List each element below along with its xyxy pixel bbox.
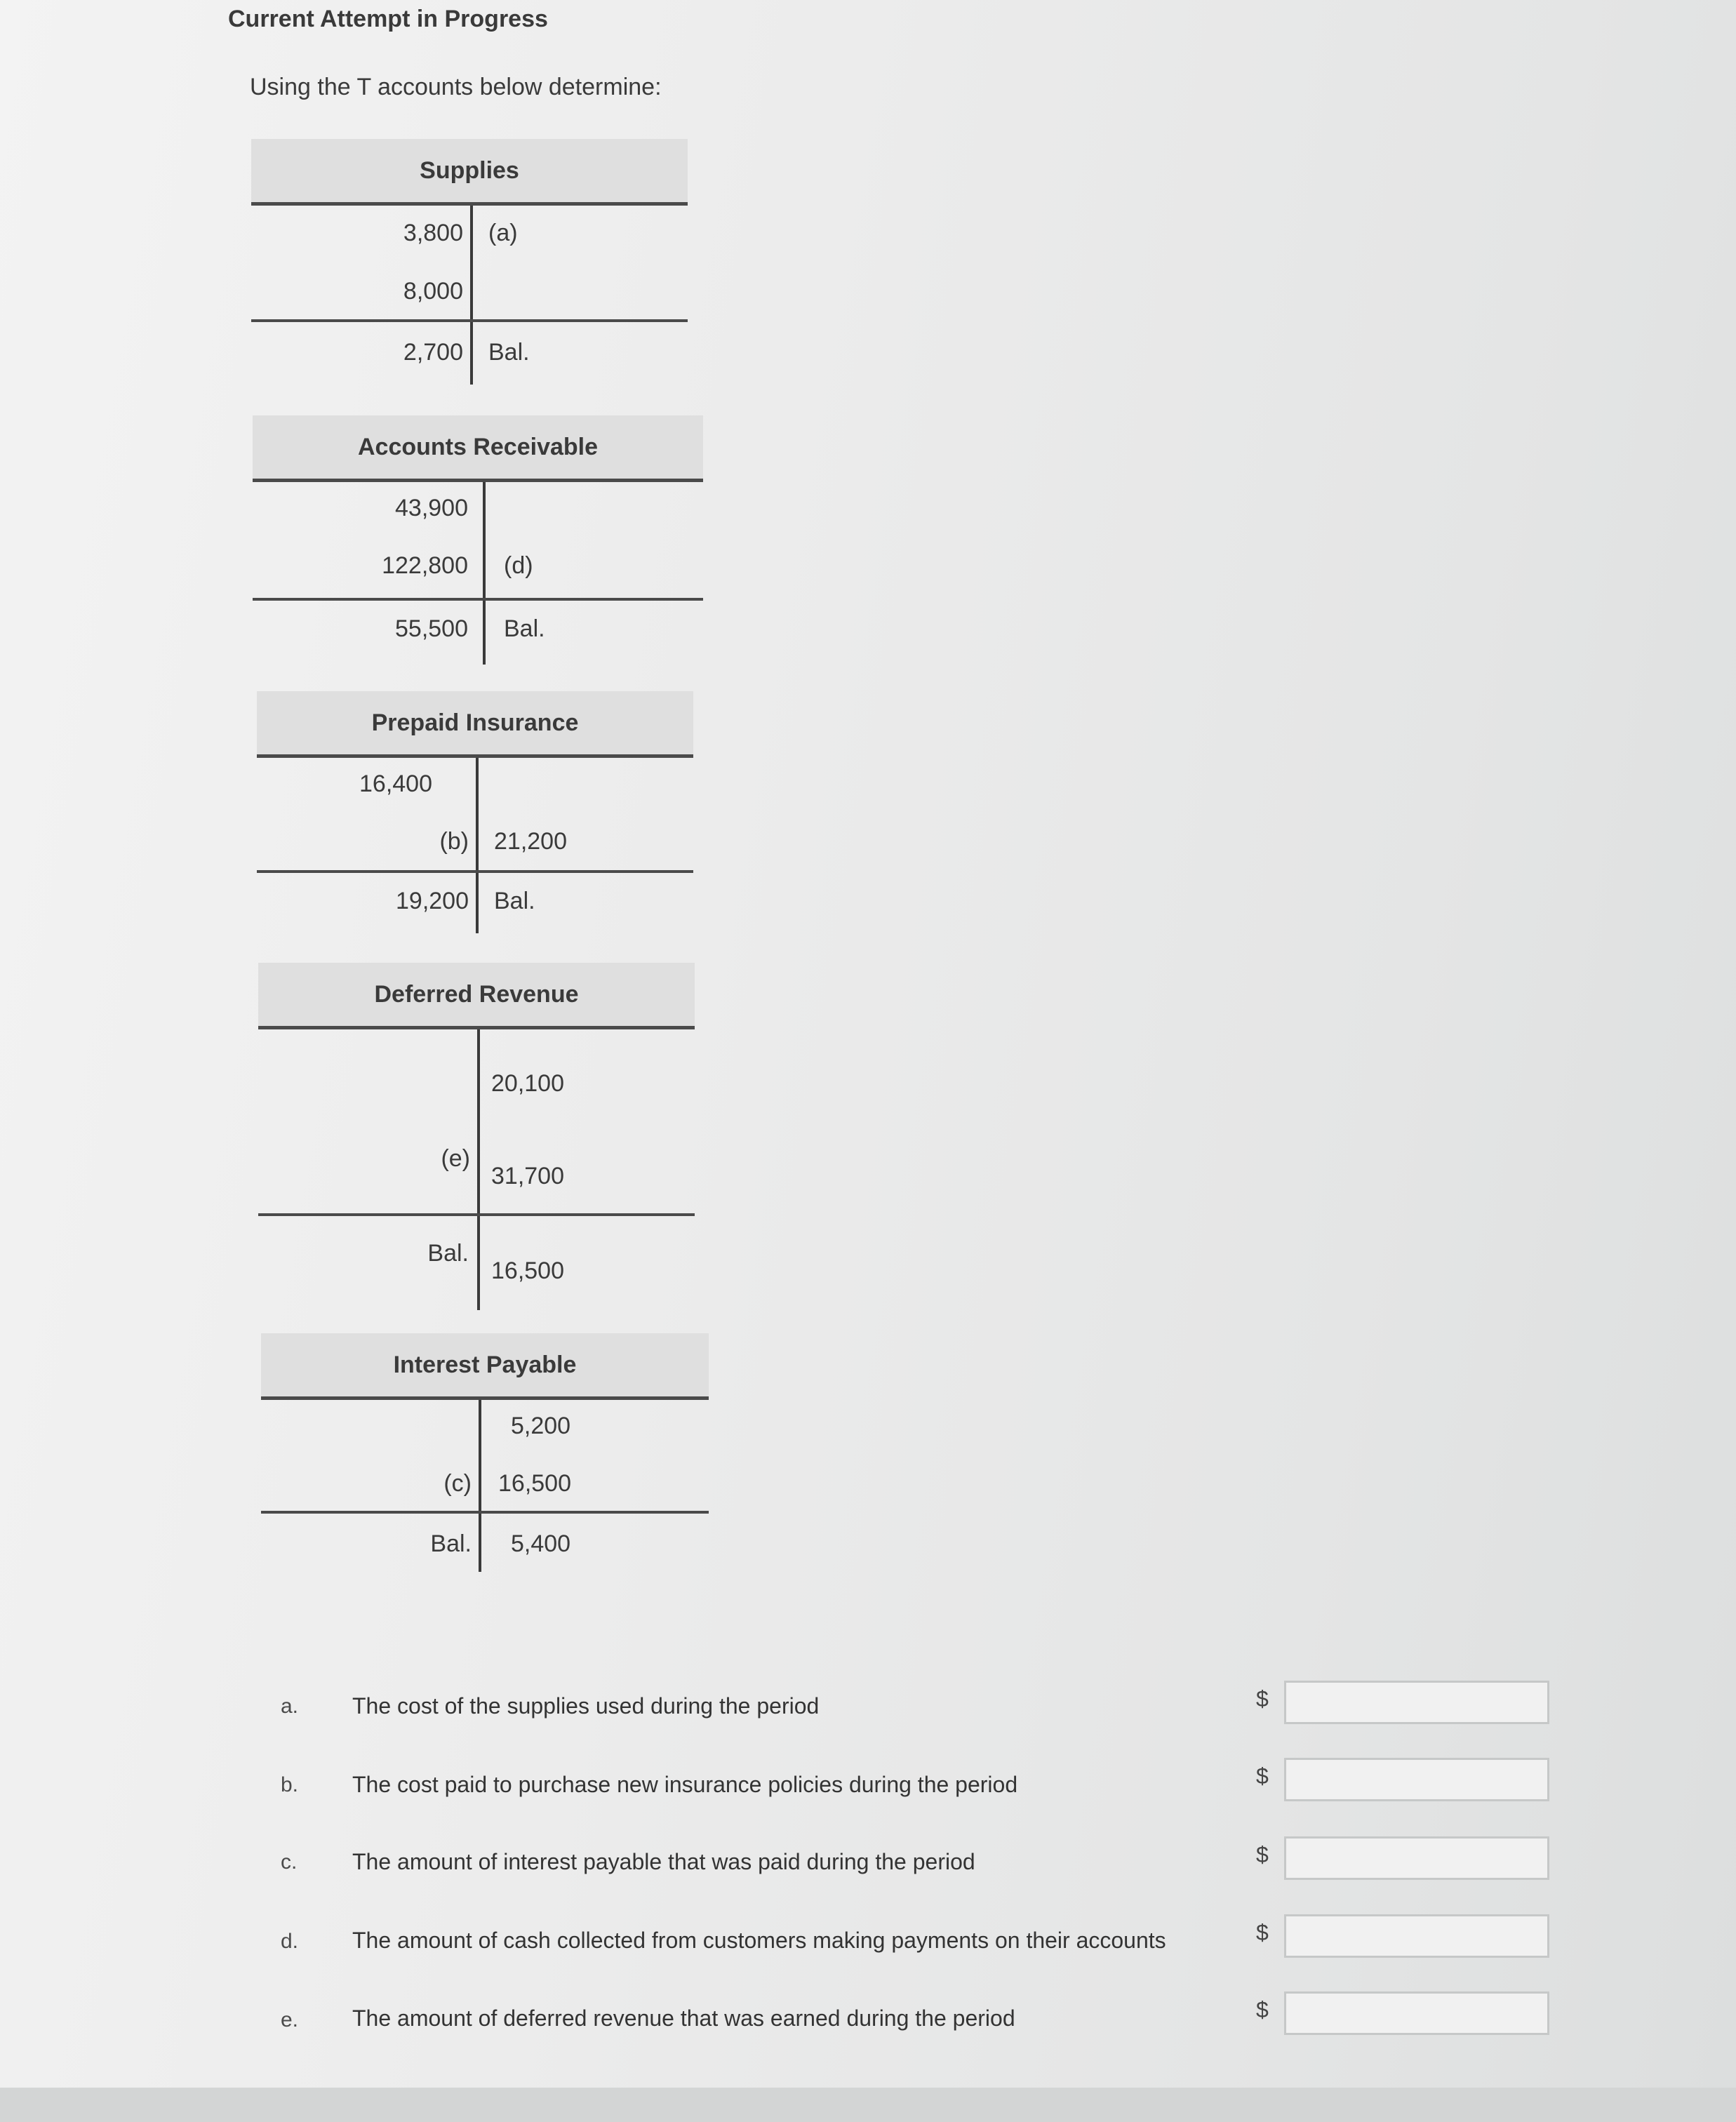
question-row — [0, 1910, 1736, 1966]
t-account-title: Prepaid Insurance — [257, 691, 693, 758]
t-account-title: Accounts Receivable — [253, 415, 703, 482]
t-account-debit: (e) — [441, 1145, 470, 1172]
t-account-debit: 122,800 — [382, 552, 468, 579]
t-account-balance-right: Bal. — [504, 615, 545, 642]
answer-input-a[interactable] — [1284, 1681, 1549, 1724]
t-account-balance-right: 16,500 — [491, 1257, 564, 1284]
question-letter: e. — [281, 2008, 299, 2031]
currency-symbol: $ — [1256, 1920, 1269, 1945]
t-account-supplies — [251, 139, 688, 385]
currency-symbol: $ — [1256, 1842, 1269, 1867]
question-row — [0, 1758, 1736, 1814]
t-account-credit: 16,500 — [498, 1470, 571, 1497]
question-text: The amount of cash collected from customers making payments on their accounts — [352, 1928, 1166, 1953]
question-text: The cost of the supplies used during the period — [352, 1693, 820, 1719]
t-account-balance-right: Bal. — [488, 339, 530, 366]
instruction-text: Using the T accounts below determine: — [250, 74, 662, 100]
answer-input-b[interactable] — [1284, 1758, 1549, 1801]
t-account-prepaid-insurance — [257, 691, 693, 933]
t-account-balance-left: 19,200 — [396, 888, 469, 914]
t-account-credit: (a) — [488, 220, 518, 246]
t-account-balance-left: 55,500 — [395, 615, 468, 642]
question-row — [0, 1986, 1736, 2042]
bottom-bar — [0, 2088, 1736, 2122]
t-account-debit: (b) — [439, 828, 469, 855]
question-letter: a. — [281, 1695, 299, 1718]
t-account-interest-payable — [261, 1333, 709, 1572]
t-account-accounts-receivable — [253, 415, 703, 665]
question-row — [0, 1835, 1736, 1891]
t-account-debit: 8,000 — [403, 278, 463, 305]
answer-input-e[interactable] — [1284, 1991, 1549, 2035]
t-account-debit: 16,400 — [359, 770, 432, 797]
answer-input-d[interactable] — [1284, 1914, 1549, 1958]
page-title: Current Attempt in Progress — [228, 6, 548, 32]
t-account-balance-left: Bal. — [430, 1530, 472, 1557]
t-account-debit: 3,800 — [403, 220, 463, 246]
t-account-credit: 31,700 — [491, 1163, 564, 1189]
t-account-debit: (c) — [443, 1470, 472, 1497]
question-letter: d. — [281, 1930, 299, 1953]
t-account-credit: (d) — [504, 552, 533, 579]
question-letter: c. — [281, 1850, 298, 1874]
currency-symbol: $ — [1256, 1763, 1269, 1789]
t-account-balance-right: Bal. — [494, 888, 535, 914]
answer-input-c[interactable] — [1284, 1836, 1549, 1880]
currency-symbol: $ — [1256, 1997, 1269, 2022]
t-account-debit: 43,900 — [395, 495, 468, 521]
question-row — [0, 1681, 1736, 1737]
question-text: The amount of interest payable that was paid during the period — [352, 1849, 975, 1874]
t-account-credit: 21,200 — [494, 828, 567, 855]
t-account-credit: 20,100 — [491, 1070, 564, 1097]
t-account-balance-right: 5,400 — [511, 1530, 571, 1557]
t-account-title: Supplies — [251, 139, 688, 206]
question-letter: b. — [281, 1773, 299, 1796]
t-account-title: Interest Payable — [261, 1333, 709, 1400]
currency-symbol: $ — [1256, 1686, 1269, 1711]
t-account-balance-left: 2,700 — [403, 339, 463, 366]
t-account-deferred-revenue — [258, 963, 695, 1310]
t-account-credit: 5,200 — [511, 1413, 571, 1439]
t-account-title: Deferred Revenue — [258, 963, 695, 1029]
t-account-balance-left: Bal. — [427, 1240, 469, 1267]
question-text: The amount of deferred revenue that was earned during the period — [352, 2006, 1015, 2031]
question-text: The cost paid to purchase new insurance policies during the period — [352, 1772, 1018, 1797]
